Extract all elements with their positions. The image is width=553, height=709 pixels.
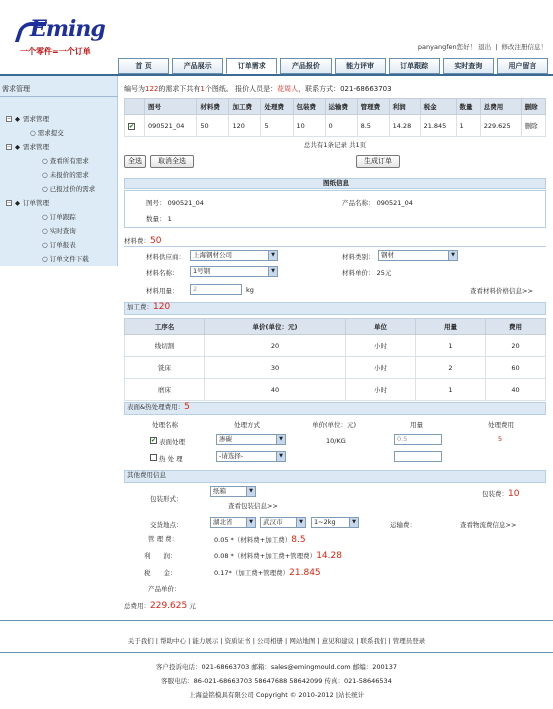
col-header: 单价(单位：元) (312, 421, 357, 429)
tab-order-requests[interactable]: 订单需求 (226, 58, 277, 74)
sidebar-item-all-requests[interactable]: 查看所有需求 (49, 157, 89, 165)
separator: | (495, 43, 498, 51)
chevron-down-icon: ▼ (276, 452, 285, 461)
create-order-button[interactable]: 生成订单 (356, 155, 400, 168)
city-value: 武汉市 (263, 518, 283, 526)
logo-wordmark: Eming (30, 16, 105, 42)
sidebar-divider (0, 96, 118, 97)
view-material-price-link[interactable]: 查看材料价格信息>> (470, 287, 533, 295)
summary-text: 编号为 (124, 85, 145, 93)
table-row (125, 335, 546, 357)
surface-unit-price: 10/KG (326, 437, 346, 445)
table-header-row (125, 319, 546, 335)
cell-tax: 21.845 (420, 115, 456, 137)
cell-usage: 1 (416, 379, 486, 401)
row-checkbox-cell (125, 115, 145, 137)
cell-fee: 40 (486, 379, 546, 401)
surface-method-select[interactable] (216, 434, 286, 445)
unselect-all-button[interactable]: 取消全选 (150, 155, 194, 168)
col-header: 加工费 (229, 99, 261, 115)
cell-packing: 10 (293, 115, 325, 137)
col-header: 处理费用 (488, 421, 514, 429)
weight-select[interactable] (311, 517, 359, 528)
chevron-down-icon: ▼ (448, 251, 457, 260)
other-fees-header: 其他费用信息 (124, 470, 546, 483)
chevron-down-icon: ▼ (268, 267, 277, 276)
material-name-label: 材料名称： (146, 269, 179, 277)
processing-table (124, 318, 546, 401)
chevron-down-icon: ▼ (349, 518, 358, 527)
surface-method-value: 渗碳 (219, 435, 232, 443)
packing-fee-label (482, 489, 519, 499)
col-header: 删除 (521, 99, 545, 115)
bullet-icon: ○ (30, 129, 38, 137)
sidebar-item-order-tracking[interactable]: 订单跟踪 (49, 213, 76, 221)
bullet-icon: ○ (42, 255, 50, 263)
city-select[interactable] (260, 517, 306, 528)
cell-drawing-no: 090521_04 (145, 115, 197, 137)
col-header: 用量 (410, 421, 423, 429)
tax-formula (214, 568, 321, 578)
formula-text: 0.05 *（材料费+加工费） (214, 536, 292, 544)
label-text: 总费用： (124, 602, 150, 610)
bullet-icon: ○ (42, 241, 50, 249)
chevron-down-icon: ▼ (276, 435, 285, 444)
tab-realtime-query[interactable]: 实时查询 (443, 58, 494, 74)
drawing-no-label (146, 198, 204, 207)
col-header: 工序名 (125, 319, 205, 335)
footer-service: 客服电话：86-021-68663703 58647688 58642099 传真：021-58646534 (161, 677, 392, 685)
bullet-icon: ○ (42, 227, 50, 235)
col-header: 材料费 (197, 99, 229, 115)
bullet-icon: ○ (42, 213, 50, 221)
material-type-select[interactable] (378, 250, 458, 261)
view-logistics-link[interactable]: 查看物流费信息>> (460, 521, 517, 529)
sidebar-group-orders[interactable]: 订单管理 (23, 199, 49, 207)
province-value: 湖北省 (213, 518, 233, 526)
material-type-label: 材料类别： (342, 253, 375, 261)
col-header: 运输费 (325, 99, 357, 115)
footer-links[interactable]: 关于我们 | 帮助中心 | 能力展示 | 资质证书 | 公司相册 | 网站地图 | 意见和建议 | 联系我们 | 管理员登录 (127, 637, 426, 645)
top-links (416, 42, 547, 51)
cell-material: 50 (197, 115, 229, 137)
row-checkbox[interactable]: ✔ (129, 122, 135, 130)
table-header-row (125, 99, 546, 115)
cell-management: 8.5 (357, 115, 389, 137)
tax-value: 21.845 (289, 568, 321, 578)
total-fee (124, 601, 196, 611)
surface-treatment-checkbox[interactable]: ✔ (151, 437, 157, 444)
footer-copyright: 上海益铭模具有限公司 Copyright © 2010-2012 |站长统计 (188, 691, 365, 699)
label-text: 包装费： (482, 490, 508, 498)
heat-treatment-label: 热 处 理 (159, 455, 183, 463)
change-password-link[interactable]: 修改注册信息！ (501, 43, 547, 51)
summary-text: 个图纸。 报价人员是： (204, 85, 278, 93)
packing-value: 纸箱 (213, 487, 226, 495)
col-header: 图号 (145, 99, 197, 115)
supplier-select[interactable] (190, 250, 278, 261)
packing-select[interactable] (210, 486, 256, 497)
cell-process: 磨床 (125, 379, 205, 401)
surface-treatment-label: 表面处理 (159, 438, 185, 446)
col-header: 处理方式 (234, 421, 260, 429)
cell-unit: 小时 (346, 357, 416, 379)
cell-process: 线切割 (125, 335, 205, 357)
cell-unit-price: 40 (205, 379, 346, 401)
drawing-count: 1 (200, 85, 205, 93)
cell-treatment: 5 (261, 115, 293, 137)
label-text: 图号： (146, 199, 166, 207)
col-header: 单位 (346, 319, 416, 335)
quantity-label (146, 214, 172, 223)
col-header: 用量 (416, 319, 486, 335)
cell-process: 铣床 (125, 357, 205, 379)
sidebar-group-requests-2[interactable]: 需求管理 (23, 143, 49, 151)
drawing-table (124, 98, 546, 137)
bullet-icon: ◆ (15, 143, 20, 151)
cell-unit-price: 20 (205, 335, 346, 357)
footer-complaint: 客户投诉电话：021-68663703 邮箱：sales@emingmould.com 邮编：200137 (155, 663, 398, 671)
material-type-value: 钢材 (381, 251, 394, 259)
cell-transport: 0 (325, 115, 357, 137)
logo-slogan: 一个零件=一个订单 (20, 47, 91, 56)
cell-processing: 120 (229, 115, 261, 137)
cell-quantity: 1 (456, 115, 480, 137)
select-all-button[interactable]: 全选 (124, 155, 146, 168)
cell-unit: 小时 (346, 379, 416, 401)
product-name-label (342, 198, 413, 207)
bullet-icon: ◆ (15, 199, 20, 207)
management-fee-value: 8.5 (291, 535, 306, 545)
cell-usage: 1 (416, 335, 486, 357)
table-row (125, 115, 546, 137)
sidebar-item-realtime-query[interactable]: 实时查询 (49, 227, 76, 235)
col-header: 管理费 (357, 99, 389, 115)
weight-value: 1~2kg (314, 518, 336, 526)
quote-person: 花周人 (277, 85, 299, 93)
transport-fee-label: 运输费： (390, 521, 416, 529)
sidebar-group-requests[interactable]: 需求管理 (23, 115, 49, 123)
delete-link[interactable]: 删除 (521, 115, 545, 137)
cell-profit: 14.28 (389, 115, 420, 137)
supplier-value: 上海钢材公司 (193, 251, 232, 259)
col-header: 税金 (420, 99, 456, 115)
material-usage-label: 材料用量： (146, 287, 179, 295)
province-select[interactable] (210, 517, 256, 528)
material-price-label (342, 268, 391, 277)
profit-formula (214, 551, 342, 561)
col-header: 费用 (486, 319, 546, 335)
sidebar-title: 需求管理 (2, 85, 30, 93)
col-header: 总费用 (480, 99, 521, 115)
col-header: 包装费 (293, 99, 325, 115)
tab-capability-review[interactable]: 能力评审 (335, 58, 386, 74)
sidebar-item-unquoted[interactable]: 未报价的需求 (49, 171, 89, 179)
surface-treatment-header (124, 402, 546, 415)
collapse-icon[interactable]: − (7, 200, 12, 206)
table-row (125, 379, 546, 401)
col-header: 数量 (456, 99, 480, 115)
col-header: 处理名称 (152, 421, 178, 429)
label-text: 材料单价： (342, 269, 375, 277)
order-number: 122 (145, 85, 159, 93)
material-usage-input[interactable]: 2 (190, 284, 242, 295)
bullet-icon: ○ (42, 157, 50, 165)
tab-home[interactable]: 首 页 (118, 58, 169, 74)
user-greeting: panyangfen您好！ (417, 43, 477, 51)
sidebar-item-order-report[interactable]: 订单报表 (49, 241, 76, 249)
divider (124, 246, 546, 247)
management-fee-formula (214, 535, 306, 545)
col-header: 利润 (389, 99, 420, 115)
bullet-icon: ○ (42, 171, 50, 179)
material-name-select[interactable] (190, 266, 278, 277)
logout-link[interactable]: 退出 (478, 43, 492, 51)
label-text: 材料费： (124, 237, 150, 245)
tab-order-tracking[interactable]: 订单跟踪 (389, 58, 440, 74)
col-header (125, 99, 145, 115)
cell-unit-price: 30 (205, 357, 346, 379)
heat-method-select[interactable] (216, 451, 286, 462)
table-row (125, 357, 546, 379)
heat-usage-input[interactable] (394, 451, 442, 462)
logo[interactable] (18, 14, 118, 60)
drawing-info-box (124, 190, 546, 228)
material-fee-heading (124, 236, 161, 246)
tab-quotes[interactable]: 产品报价 (280, 58, 331, 74)
usage-unit: kg (246, 286, 254, 294)
summary-text: 的需求下共有 (158, 85, 201, 93)
heat-method-value: -请选择- (219, 452, 244, 460)
tab-products[interactable]: 产品展示 (172, 58, 223, 74)
formula-text: 0.08 *（材料费+加工费+管理费） (214, 552, 317, 560)
material-name-value: 1号钢 (193, 267, 211, 275)
surface-usage-input[interactable]: 0.5 (394, 434, 442, 445)
quantity-value: 1 (167, 215, 172, 223)
chevron-down-icon: ▼ (296, 518, 305, 527)
profit-label: 利 润： (144, 552, 177, 560)
sidebar-tree (6, 112, 95, 266)
footer-divider (0, 620, 553, 621)
col-header: 单价(单位：元) (205, 319, 346, 335)
contact-info: ，联系方式：021-68663703 (298, 85, 392, 93)
surface-fee-total: 5 (184, 402, 190, 412)
col-header: 处理费 (261, 99, 293, 115)
drawing-no-value: 090521_04 (167, 199, 204, 207)
supplier-label: 材料供应商： (146, 253, 185, 261)
surface-fee: 5 (498, 435, 503, 443)
cell-fee: 20 (486, 335, 546, 357)
label-text: 表面&热处理费用： (127, 403, 185, 411)
delivery-label: 交货地点： (150, 521, 183, 529)
unit-price-label: 产品单价： (148, 585, 181, 593)
collapse-icon[interactable]: − (7, 116, 12, 122)
drawing-info-header: 图纸信息 (124, 178, 546, 189)
bullet-icon: ○ (42, 185, 50, 193)
collapse-icon[interactable]: − (7, 144, 12, 150)
formula-text: 0.17*（加工费+管理费） (214, 569, 290, 577)
management-fee-label: 管 理 费： (148, 535, 179, 543)
footer-divider (0, 652, 553, 653)
cell-usage: 2 (416, 357, 486, 379)
tab-messages[interactable]: 用户留言 (497, 58, 548, 74)
chevron-down-icon: ▼ (246, 518, 255, 527)
sidebar-item-submit-request[interactable]: 需求提交 (37, 129, 64, 137)
packing-fee-value: 10 (508, 489, 520, 499)
main-nav (118, 58, 548, 74)
chevron-down-icon: ▼ (268, 251, 277, 260)
view-packing-link[interactable]: 查看包装信息>> (228, 502, 278, 510)
label-text: 产品名称： (342, 199, 375, 207)
processing-header (124, 302, 546, 315)
currency-unit: 元 (189, 602, 196, 610)
bullet-icon: ◆ (15, 115, 20, 123)
label-text: 加工费： (127, 303, 153, 311)
label-text: 数量： (146, 215, 166, 223)
product-name-value: 090521_04 (376, 199, 413, 207)
chevron-down-icon: ▼ (246, 487, 255, 496)
cell-fee: 60 (486, 357, 546, 379)
request-summary (124, 84, 392, 94)
pagination-info: 总共有1条记录 共1页 (303, 141, 367, 149)
processing-fee-total: 120 (153, 302, 171, 312)
heat-treatment-checkbox[interactable] (150, 454, 157, 461)
cell-unit: 小时 (346, 335, 416, 357)
profit-value: 14.28 (316, 551, 342, 561)
total-fee-value: 229.625 (150, 601, 188, 611)
material-fee-total: 50 (150, 236, 162, 246)
sidebar-item-order-files[interactable]: 订单文件下载 (49, 255, 89, 263)
material-price-value: 25元 (376, 269, 392, 277)
tax-label: 税 金： (144, 569, 177, 577)
sidebar-item-quoted[interactable]: 已报过价的需求 (49, 185, 96, 193)
packing-label: 包装形式： (150, 495, 183, 503)
cell-total: 229.625 (480, 115, 521, 137)
